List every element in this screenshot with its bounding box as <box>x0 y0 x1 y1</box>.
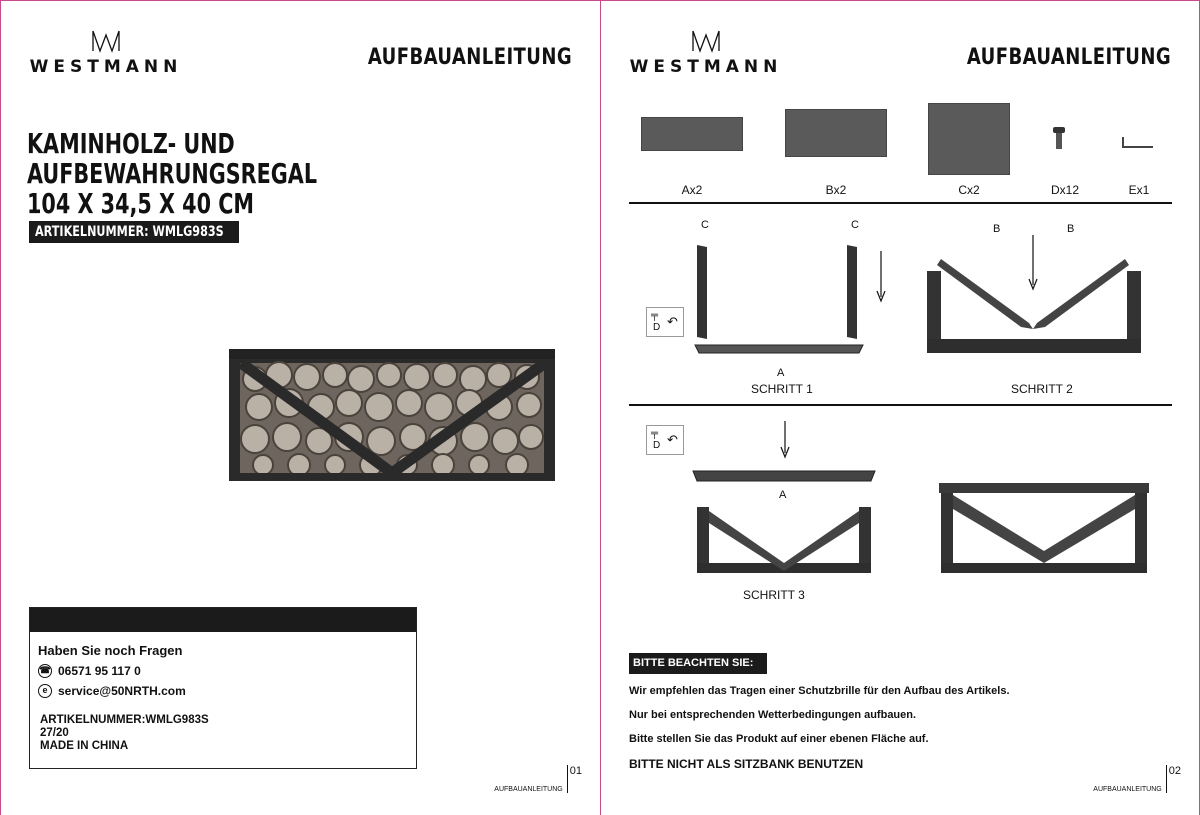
step3-letter: A <box>779 489 787 501</box>
note-1: Wir empfehlen das Tragen einer Schutzbrille für den Aufbau des Artikels. <box>629 685 1010 697</box>
screw-icon: ╤ <box>651 428 659 439</box>
phone-row <box>38 664 416 678</box>
divider-1 <box>629 202 1172 204</box>
part-e-image <box>1121 135 1155 149</box>
phone-number: 06571 95 117 0 <box>58 664 141 678</box>
contact-question: Haben Sie noch Fragen <box>38 643 183 658</box>
rotate-icon: ↶ <box>667 432 678 447</box>
step3-illustration <box>691 419 891 579</box>
contact-box-header <box>30 608 416 632</box>
step1-screw-badge <box>646 307 684 337</box>
step2-letter-left: B <box>993 223 1001 235</box>
page-footer <box>494 765 582 793</box>
westmann-logo-icon <box>91 29 121 53</box>
screw-icon: ╤ <box>651 310 659 321</box>
part-e-label: Ex1 <box>1128 183 1150 197</box>
rotate-icon: ↶ <box>667 314 678 329</box>
part-c-image <box>928 103 1010 175</box>
product-title <box>27 129 367 219</box>
title-line-3: 104 X 34,5 X 40 CM <box>27 187 255 220</box>
brand-logo <box>621 29 791 77</box>
page-2 <box>600 0 1200 815</box>
notes-heading: BITTE BEACHTEN SIE: <box>629 653 767 674</box>
warning-note: BITTE NICHT ALS SITZBANK BENUTZEN <box>629 757 864 771</box>
step3-screw-badge <box>646 425 684 455</box>
step1-letter-left: C <box>701 219 709 231</box>
part-c-label: Cx2 <box>958 183 980 197</box>
page-number: 02 <box>1166 765 1181 793</box>
assembled-rack-illustration <box>939 483 1151 575</box>
title-line-1: KAMINHOLZ- UND <box>27 127 235 160</box>
phone-icon: ☎ <box>38 664 52 678</box>
step3-screw-letter: D <box>653 440 661 451</box>
meta-origin: MADE IN CHINA <box>40 740 129 752</box>
page-number: 01 <box>567 765 582 793</box>
step2-letter-right: B <box>1067 223 1075 235</box>
meta-article: ARTIKELNUMMER:WMLG983S <box>40 714 209 726</box>
meta-date-code: 27/20 <box>40 727 69 739</box>
brand-logo <box>21 29 191 77</box>
step2-label: SCHRITT 2 <box>1011 382 1073 396</box>
brand-wordmark: WESTMANN <box>29 57 183 77</box>
step1-letter-bottom: A <box>777 367 785 379</box>
article-number-bar <box>29 221 239 243</box>
part-a-image <box>641 117 743 151</box>
part-a-label: Ax2 <box>681 183 703 197</box>
part-b-label: Bx2 <box>825 183 847 197</box>
email-row <box>38 684 416 698</box>
contact-box <box>29 607 417 769</box>
doc-header: AUFBAUANLEITUNG <box>966 45 1171 70</box>
page-footer <box>1093 765 1181 793</box>
step1-letter-right: C <box>851 219 859 231</box>
step2-illustration <box>923 231 1147 357</box>
footer-label: AUFBAUANLEITUNG <box>494 786 563 793</box>
email-address[interactable]: service@50NRTH.com <box>58 684 186 698</box>
divider-2 <box>629 404 1172 406</box>
footer-label: AUFBAUANLEITUNG <box>1093 786 1162 793</box>
westmann-logo-icon <box>691 29 721 53</box>
step3-label: SCHRITT 3 <box>743 588 805 602</box>
part-d-label: Dx12 <box>1050 183 1079 197</box>
part-d-image <box>1051 127 1067 151</box>
brand-wordmark: WESTMANN <box>629 57 783 77</box>
product-photo <box>229 349 555 485</box>
step1-illustration <box>691 241 891 359</box>
product-meta <box>40 714 416 753</box>
email-icon: e <box>38 684 52 698</box>
note-2: Nur bei entsprechenden Wetterbedingungen aufbauen. <box>629 709 917 721</box>
doc-header: AUFBAUANLEITUNG <box>367 45 572 70</box>
step1-screw-letter: D <box>653 322 661 333</box>
title-line-2: AUFBEWAHRUNGSREGAL <box>27 157 318 190</box>
step1-label: SCHRITT 1 <box>751 382 813 396</box>
part-b-image <box>785 109 887 157</box>
note-3: Bitte stellen Sie das Produkt auf einer ebenen Fläche auf. <box>629 733 929 745</box>
article-number-text: ARTIKELNUMMER: WMLG983S <box>35 224 224 240</box>
